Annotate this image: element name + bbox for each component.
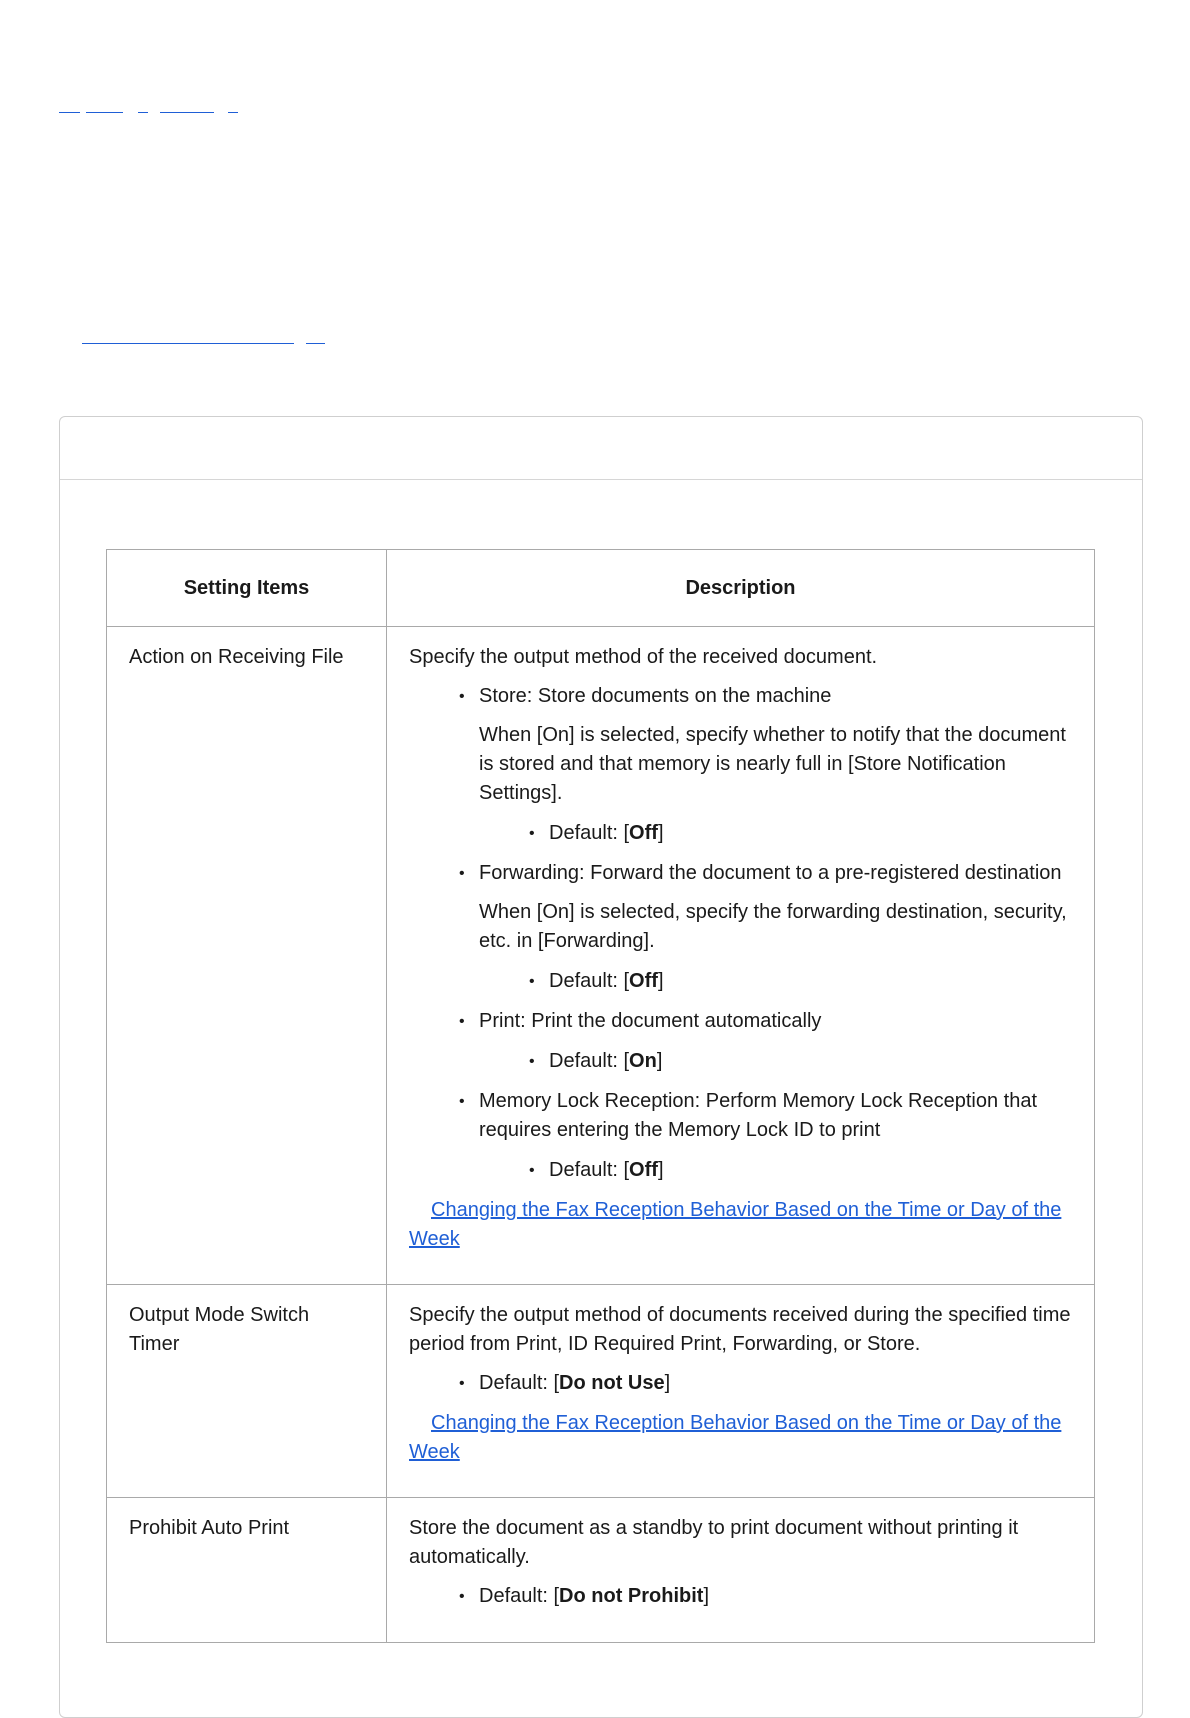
header-setting-items: Setting Items bbox=[107, 550, 387, 627]
table-header-row bbox=[107, 550, 1095, 627]
time-day-reference-link[interactable]: Changing the Fax Reception Behavior Based on the Time or Day of the Week bbox=[409, 1412, 1062, 1463]
header-description: Description bbox=[387, 550, 1095, 627]
default-list bbox=[479, 1582, 1072, 1611]
description-intro: Specify the output method of documents received during the specified time period from Print, ID Required Print, Forwarding, or Store. bbox=[409, 1304, 1071, 1355]
time-day-reference-link[interactable]: Changing the Fax Reception Behavior Based on the Time or Day of the Week bbox=[409, 1199, 1062, 1250]
option-list bbox=[479, 682, 1072, 1185]
setting-description bbox=[387, 627, 1095, 1285]
section-link-2[interactable] bbox=[306, 342, 325, 344]
setting-description bbox=[387, 1498, 1095, 1643]
default-list bbox=[479, 1369, 1072, 1398]
breadcrumb-link-5[interactable] bbox=[228, 111, 238, 113]
setting-name: Action on Receiving File bbox=[107, 627, 387, 1285]
breadcrumb-link-1[interactable] bbox=[59, 111, 80, 113]
default-value: • Default: [Off] bbox=[549, 819, 1072, 848]
default-list bbox=[549, 819, 1072, 848]
description-intro: Specify the output method of the received document. bbox=[409, 646, 878, 668]
setting-name: Output Mode Switch Timer bbox=[107, 1285, 387, 1498]
default-value: • Default: [Do not Prohibit] bbox=[479, 1582, 1072, 1611]
setting-name: Prohibit Auto Print bbox=[107, 1498, 387, 1643]
default-list bbox=[549, 967, 1072, 996]
default-list bbox=[549, 1047, 1072, 1076]
breadcrumb-link-4[interactable] bbox=[160, 111, 214, 113]
default-value: • Default: [Do not Use] bbox=[479, 1369, 1072, 1398]
table-row bbox=[107, 1285, 1095, 1498]
default-value: • Default: [Off] bbox=[549, 967, 1072, 996]
description-intro: Store the document as a standby to print document without printing it automatically. bbox=[409, 1517, 1019, 1568]
table-row bbox=[107, 627, 1095, 1285]
section-link-1[interactable] bbox=[82, 342, 294, 344]
settings-table bbox=[106, 549, 1095, 1643]
option-text: Memory Lock Reception: Perform Memory Lock Reception that requires entering the Memory Lock ID to print bbox=[479, 1090, 1037, 1141]
option-text: Store: Store documents on the machine bbox=[479, 685, 832, 707]
setting-description bbox=[387, 1285, 1095, 1498]
option-detail: When [On] is selected, specify whether to notify that the document is stored and that memory is nearly full in [Store Notification Settings]. bbox=[479, 724, 1066, 804]
card-header bbox=[60, 417, 1142, 480]
list-item bbox=[479, 1087, 1072, 1185]
option-text: Forwarding: Forward the document to a pre-registered destination bbox=[479, 862, 1062, 884]
default-list bbox=[549, 1156, 1072, 1185]
option-text: Print: Print the document automatically bbox=[479, 1010, 822, 1032]
list-item bbox=[479, 859, 1072, 996]
settings-card bbox=[59, 416, 1143, 1718]
breadcrumb-link-2[interactable] bbox=[86, 111, 123, 113]
default-value: • Default: [Off] bbox=[549, 1156, 1072, 1185]
list-item bbox=[479, 1007, 1072, 1076]
list-item bbox=[479, 682, 1072, 848]
breadcrumb-link-3[interactable] bbox=[138, 111, 148, 113]
default-value: • Default: [On] bbox=[549, 1047, 1072, 1076]
table-row bbox=[107, 1498, 1095, 1643]
option-detail: When [On] is selected, specify the forwarding destination, security, etc. in [Forwarding]. bbox=[479, 901, 1067, 952]
